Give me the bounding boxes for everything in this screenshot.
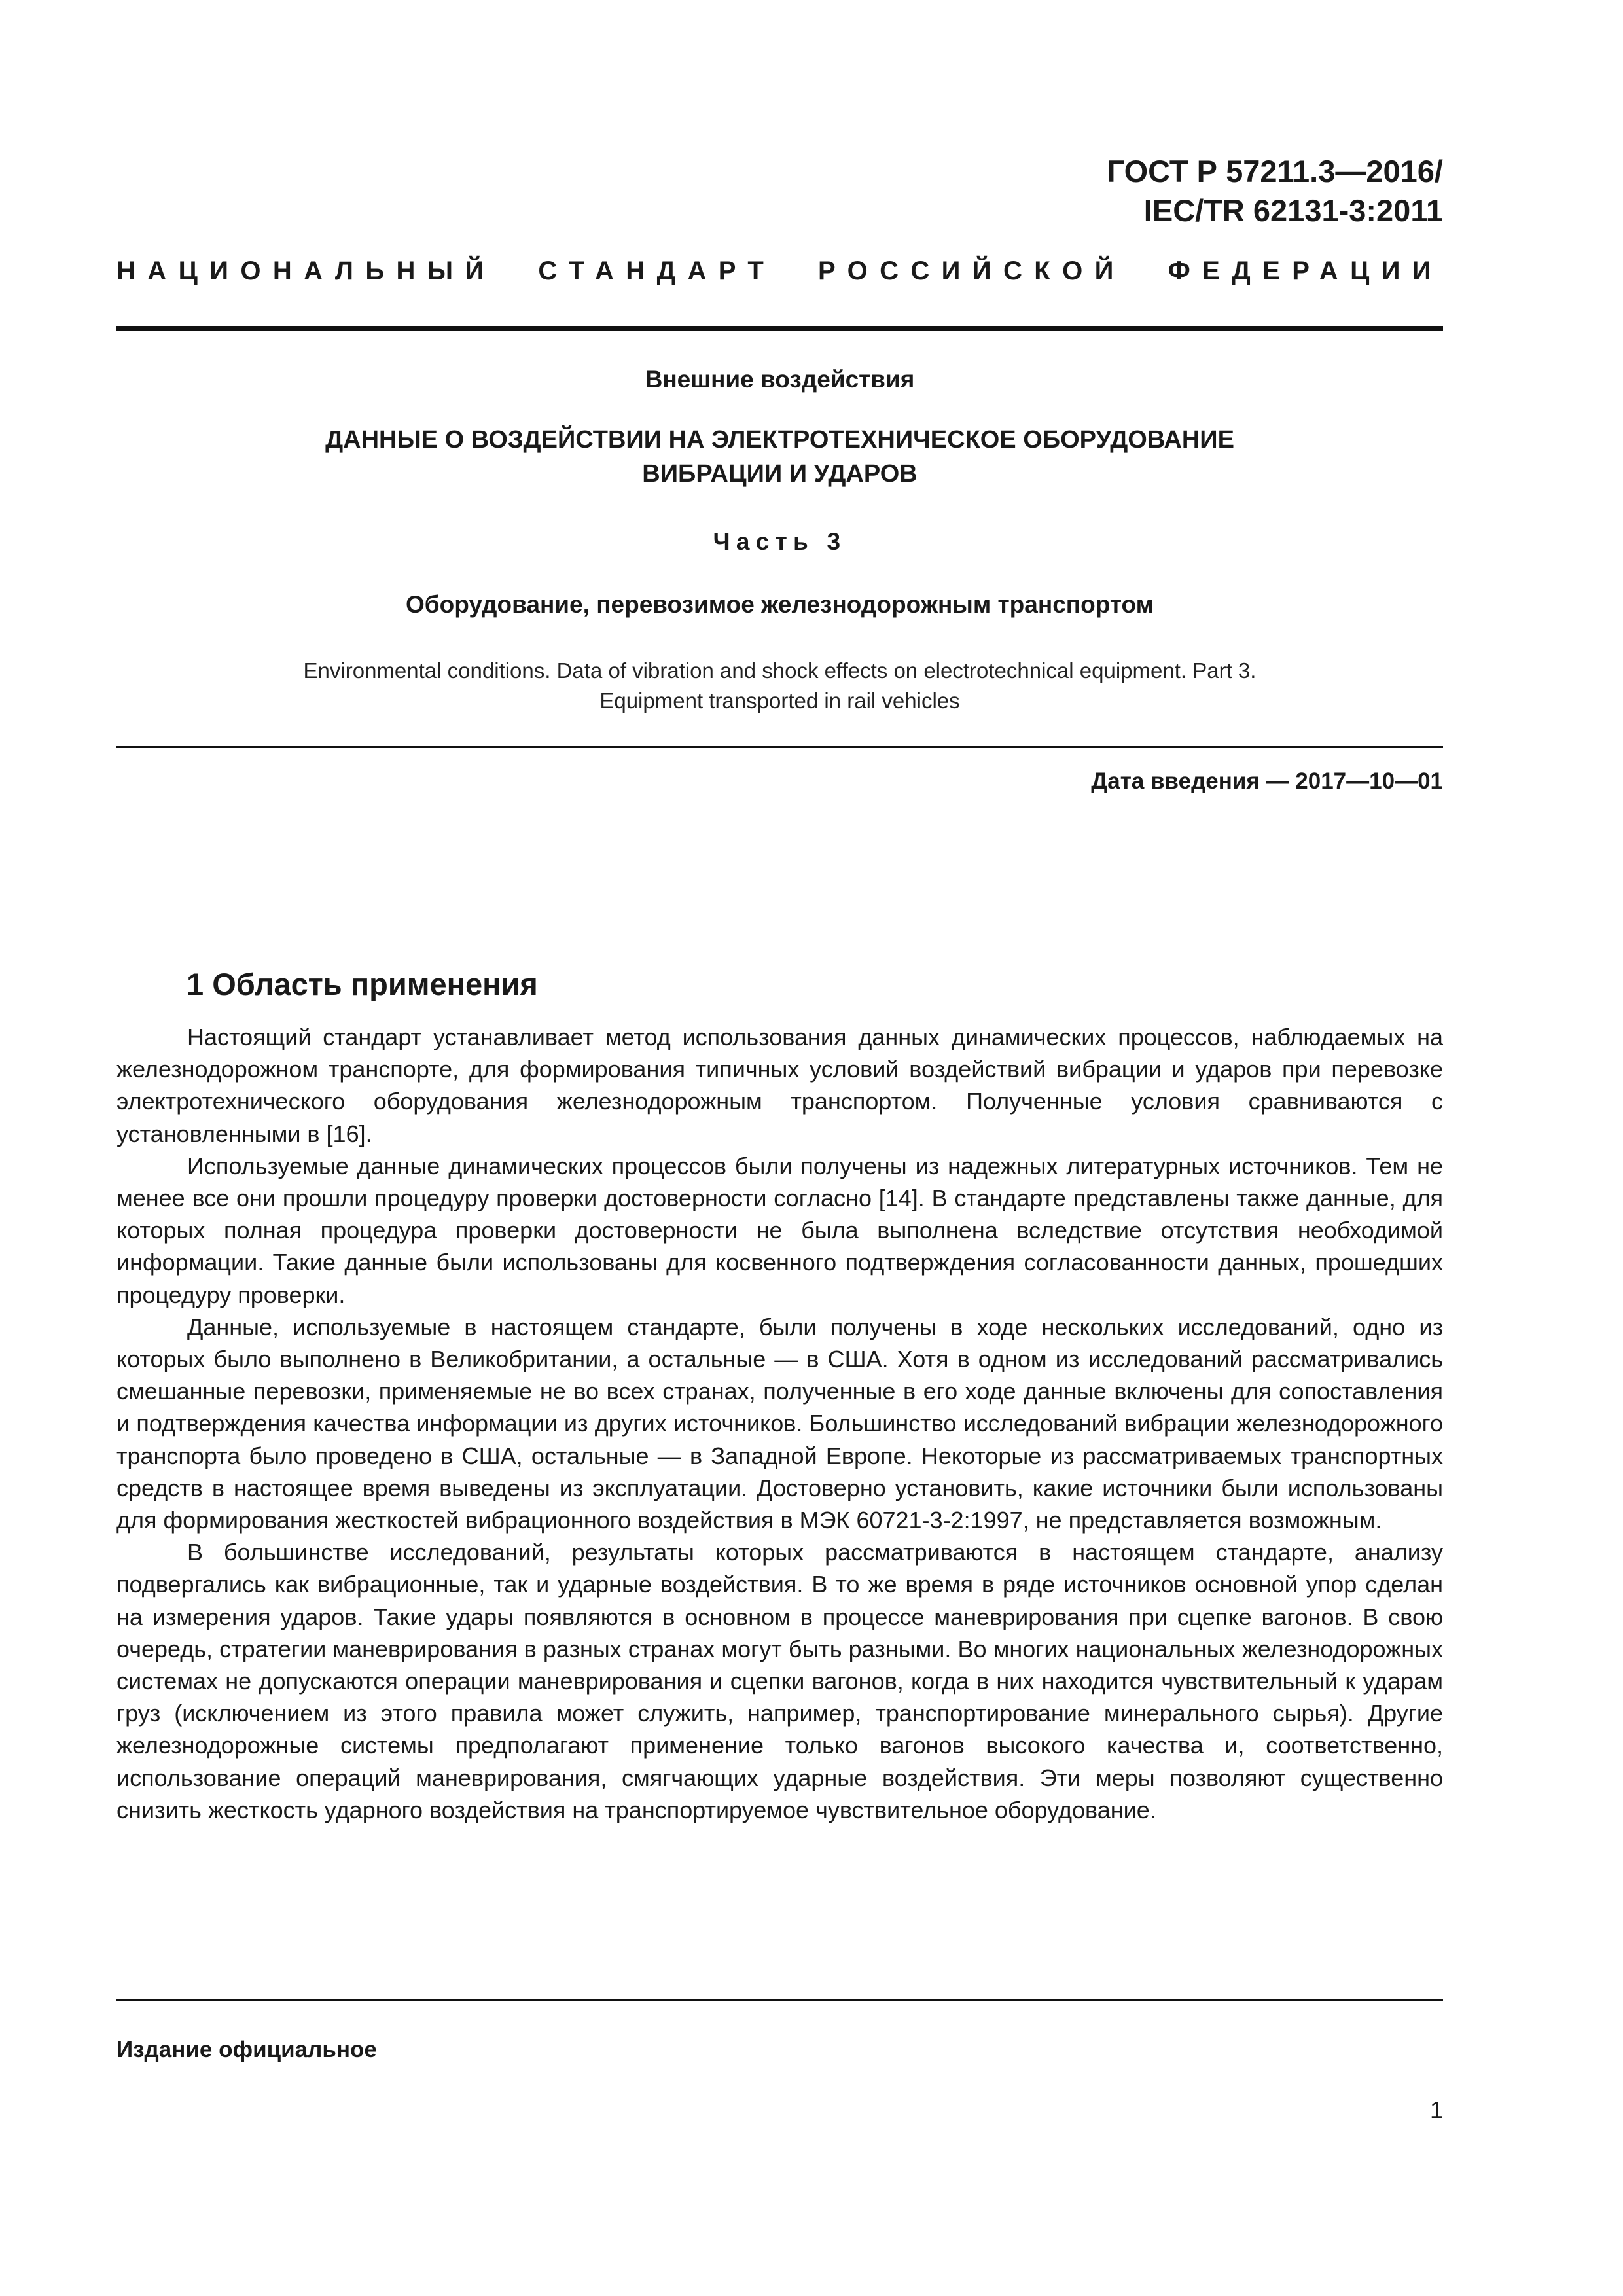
standard-number xyxy=(1107,152,1443,230)
body-paragraph: Данные, используемые в настоящем стандарте, были получены в ходе нескольких исследований, одно из которых было выполнено в Великобритании, а остальные — в США. Хотя в одном из исследований рассматривались смешанные перевозки, применяемые не во всех странах, полученные в его ходе данные включены для сопоставления и подтверждения качества информации из других источников. Большинство исследований вибрации железнодорожного транспорта было проведено в США, остальные — в Западной Европе. Некоторые из рассматриваемых транспортных средств в настоящее время выведены из эксплуатации. Достоверно установить, какие источники были использованы для формирования жесткостей вибрационного воздействия в МЭК 60721-3-2:1997, не представляется возможным. xyxy=(116,1313,1443,1534)
national-standard-heading: НАЦИОНАЛЬНЫЙ СТАНДАРТ РОССИЙСКОЙ ФЕДЕРАЦИИ xyxy=(116,257,1443,285)
section-heading: 1 Область применения xyxy=(187,967,538,1001)
english-title-line-2: Equipment transported in rail vehicles xyxy=(599,689,960,713)
section-body xyxy=(116,1021,1443,1826)
page-number: 1 xyxy=(1429,2096,1443,2123)
document-title xyxy=(116,423,1443,491)
edition-label: Издание официальное xyxy=(116,2037,377,2062)
header-divider xyxy=(116,326,1443,331)
introduction-date: Дата введения — 2017—10—01 xyxy=(1091,768,1443,794)
part-label: Часть 3 xyxy=(713,528,847,555)
english-title xyxy=(116,656,1443,716)
standard-number-line-1: ГОСТ Р 57211.3—2016/ xyxy=(1107,154,1443,188)
standard-number-line-2: IEC/TR 62131-3:2011 xyxy=(1143,193,1443,228)
document-title-line-2: ВИБРАЦИИ И УДАРОВ xyxy=(642,460,918,488)
document-title-line-1: ДАННЫЕ О ВОЗДЕЙСТВИИ НА ЭЛЕКТРОТЕХНИЧЕСКОЕ ОБОРУДОВАНИЕ xyxy=(325,426,1234,454)
body-paragraph: Настоящий стандарт устанавливает метод использования данных динамических процессов, наблюдаемых на железнодорожном транспорте, для формирования типичных условий воздействий вибрации и ударов при перевозке электротехнического оборудования железнодорожным транспортом. Полученные условия сравниваются с установленными в [16]. xyxy=(116,1024,1443,1147)
part-title: Оборудование, перевозимое железнодорожным транспортом xyxy=(406,591,1154,618)
body-paragraph: Используемые данные динамических процессов были получены из надежных литературных источников. Тем не менее все они прошли процедуру проверки достоверности согласно [14]. В стандарте представлены также данные, для которых полная процедура проверки достоверности не была выполнена вследствие отсутствия необходимой информации. Такие данные были использованы для косвенного подтверждения согласованности данных, прошедших процедуру проверки. xyxy=(116,1152,1443,1308)
title-divider xyxy=(116,746,1443,748)
english-title-line-1: Environmental conditions. Data of vibration and shock effects on electrotechnical equipment. Part 3. xyxy=(303,658,1257,683)
document-subtitle: Внешние воздействия xyxy=(645,366,915,393)
body-paragraph: В большинстве исследований, результаты которых рассматриваются в настоящем стандарте, анализу подвергались как вибрационные, так и ударные воздействия. В то же время в ряде источников основной упор сделан на измерения ударов. Такие удары появляются в основном в процессе маневрирования при сцепке вагонов. В свою очередь, стратегии маневрирования в разных странах могут быть разными. Во многих национальных железнодорожных системах не допускаются операции маневрирования и сцепки вагонов, когда в них находится чувствительный к ударам груз (исключением из этого правила может служить, например, транспортирование минерального сырья). Другие железнодорожные системы предполагают применение только вагонов высокого качества и, соответственно, использование операций маневрирования, смягчающих ударные воздействия. Эти меры позволяют существенно снизить жесткость ударного воздействия на транспортируемое чувствительное оборудование. xyxy=(116,1539,1443,1823)
footer-divider xyxy=(116,1999,1443,2001)
